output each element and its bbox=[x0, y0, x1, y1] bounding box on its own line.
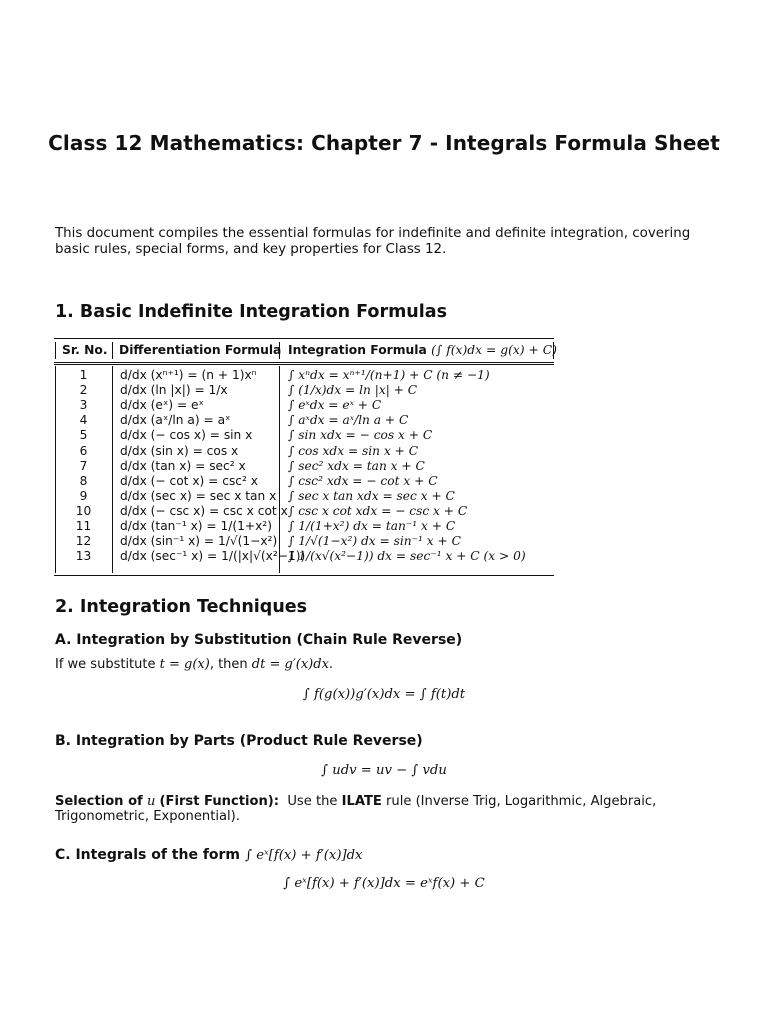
table-top-rule bbox=[54, 338, 554, 339]
by-parts-formula: ∫ udv = uv − ∫ vdu bbox=[321, 763, 447, 778]
selection-label-suffix: (First Function): bbox=[159, 794, 280, 809]
row-number: 2 bbox=[79, 383, 88, 398]
row-differentiation-formula: d/dx (sin x) = cos x bbox=[120, 443, 239, 458]
subsection-a-heading: A. Integration by Substitution (Chain Rule Reverse) bbox=[55, 632, 463, 648]
row-integration-formula: ∫ cos xdx = sin x + C bbox=[288, 443, 419, 458]
row-integration-formula: ∫ eˣdx = eˣ + C bbox=[288, 398, 382, 413]
row-integration-formula: ∫ csc x cot xdx = − csc x + C bbox=[288, 503, 468, 518]
subsection-b-heading: B. Integration by Parts (Product Rule Reverse) bbox=[55, 733, 423, 749]
row-integration-formula: ∫ (1/x)dx = ln |x| + C bbox=[288, 383, 418, 398]
ilate-keyword: ILATE bbox=[341, 794, 382, 809]
row-differentiation-formula: d/dx (sec⁻¹ x) = 1/(|x|√(x²−1)) bbox=[120, 549, 306, 564]
row-number: 8 bbox=[79, 473, 88, 488]
section-1-heading: 1. Basic Indefinite Integration Formulas bbox=[55, 302, 447, 322]
row-integration-formula: ∫ 1/(1+x²) dx = tan⁻¹ x + C bbox=[288, 519, 456, 533]
intro-paragraph: This document compiles the essential formulas for indefinite and definite integration, covering basic rules, special forms, and key properties for Class 12. bbox=[55, 226, 691, 257]
substitution-formula: ∫ f(g(x))g′(x)dx = ∫ f(t)dt bbox=[302, 687, 466, 702]
row-differentiation-formula: d/dx (tan x) = sec² x bbox=[120, 458, 246, 473]
page-title: Class 12 Mathematics: Chapter 7 - Integrals Formula Sheet bbox=[48, 131, 720, 155]
row-integration-formula: ∫ sin xdx = − cos x + C bbox=[288, 428, 433, 443]
selection-text-post: rule (Inverse Trig, Logarithmic, Algebraic, Trigonometric, Exponential). bbox=[55, 794, 657, 824]
row-integration-formula: ∫ csc² xdx = − cot x + C bbox=[288, 473, 438, 488]
subsection-c-heading-math: ∫ eˣ[f(x) + f′(x)]dx bbox=[245, 848, 363, 863]
body-vbar bbox=[279, 366, 280, 573]
row-number: 10 bbox=[75, 503, 92, 518]
row-differentiation-formula: d/dx (sec x) = sec x tan x bbox=[120, 488, 277, 503]
header-sr-no: Sr. No. bbox=[62, 343, 108, 357]
row-integration-formula: ∫ 1/√(1−x²) dx = sin⁻¹ x + C bbox=[288, 534, 461, 549]
row-number: 4 bbox=[79, 413, 88, 428]
row-number: 9 bbox=[79, 488, 88, 503]
subst-math-t: t = g(x) bbox=[159, 657, 210, 672]
row-differentiation-formula: d/dx (xⁿ⁺¹) = (n + 1)xⁿ bbox=[120, 368, 257, 382]
row-differentiation-formula: d/dx (aˣ/ln a) = aˣ bbox=[120, 413, 231, 428]
substitution-text bbox=[55, 657, 333, 672]
row-differentiation-formula: d/dx (− cot x) = csc² x bbox=[120, 473, 258, 488]
header-integration-math: (∫ f(x)dx = g(x) + C) bbox=[431, 343, 557, 357]
row-integration-formula: ∫ sec x tan xdx = sec x + C bbox=[288, 488, 455, 503]
row-number: 13 bbox=[75, 549, 92, 564]
subsection-c-heading bbox=[55, 844, 363, 863]
header-vbar bbox=[55, 342, 56, 359]
selection-text-pre: Use the bbox=[287, 794, 338, 809]
row-number: 11 bbox=[75, 519, 92, 533]
row-integration-formula: ∫ xⁿdx = xⁿ⁺¹/(n+1) + C (n ≠ −1) bbox=[288, 368, 490, 382]
formula-table bbox=[54, 338, 557, 578]
row-differentiation-formula: d/dx (ln |x|) = 1/x bbox=[120, 383, 228, 398]
header-integration: Integration Formula bbox=[288, 343, 427, 357]
row-number: 6 bbox=[79, 443, 88, 458]
subst-text-prefix: If we substitute bbox=[55, 657, 156, 672]
table-bottom-rule bbox=[54, 575, 554, 576]
subst-text-mid: , then bbox=[209, 657, 248, 672]
row-number: 1 bbox=[79, 368, 88, 382]
row-differentiation-formula: d/dx (sin⁻¹ x) = 1/√(1−x²) bbox=[120, 534, 278, 549]
ilate-selection-text bbox=[55, 794, 719, 824]
row-number: 12 bbox=[75, 534, 92, 549]
row-differentiation-formula: d/dx (− csc x) = csc x cot x bbox=[120, 503, 288, 518]
selection-var-u: u bbox=[146, 794, 156, 809]
header-differentiation: Differentiation Formula bbox=[119, 343, 282, 357]
row-integration-formula: ∫ aˣdx = aˣ/ln a + C bbox=[288, 413, 409, 428]
row-integration-formula: ∫ 1/(x√(x²−1)) dx = sec⁻¹ x + C (x > 0) bbox=[288, 549, 526, 564]
section-2-heading: 2. Integration Techniques bbox=[55, 597, 308, 617]
row-number: 3 bbox=[79, 398, 88, 413]
header-vbar bbox=[112, 342, 113, 359]
table-header-rule-2 bbox=[54, 364, 554, 365]
row-integration-formula: ∫ sec² xdx = tan x + C bbox=[288, 458, 425, 473]
subst-math-dt: dt = g′(x)dx bbox=[251, 657, 329, 672]
table-header-rule bbox=[54, 362, 554, 363]
exp-form-formula: ∫ eˣ[f(x) + f′(x)]dx = eˣf(x) + C bbox=[283, 876, 485, 891]
row-number: 5 bbox=[79, 428, 88, 443]
row-differentiation-formula: d/dx (tan⁻¹ x) = 1/(1+x²) bbox=[120, 519, 272, 533]
subsection-c-heading-text: C. Integrals of the form bbox=[55, 847, 241, 863]
selection-label-prefix: Selection of bbox=[55, 794, 143, 809]
body-vbar bbox=[112, 366, 113, 573]
row-differentiation-formula: d/dx (− cos x) = sin x bbox=[120, 428, 253, 443]
row-number: 7 bbox=[79, 458, 88, 473]
subst-text-end: . bbox=[328, 657, 334, 672]
row-differentiation-formula: d/dx (eˣ) = eˣ bbox=[120, 398, 204, 413]
